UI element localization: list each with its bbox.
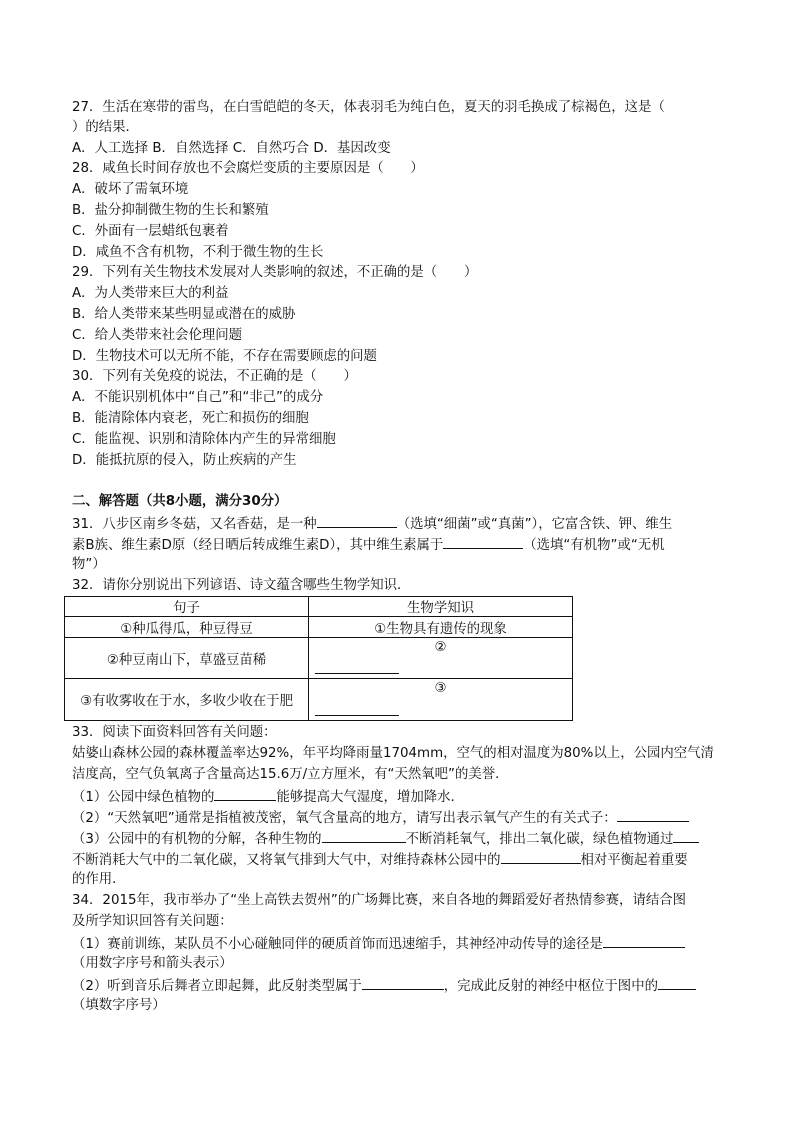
q34-sub2-text-b: ，完成此反射的神经中枢位于图中的 — [443, 979, 658, 994]
table-cell-sentence: ①种瓜得瓜，种豆得豆 — [65, 617, 309, 638]
q31-line1 — [72, 513, 672, 535]
q28-option-d: D．咸鱼不含有机物，不利于微生物的生长 — [72, 245, 324, 260]
q28-option-a: A．破坏了需氧环境 — [72, 182, 189, 197]
q31-line3: 物”） — [72, 557, 106, 572]
q29-option-d: D．生物技术可以无所不能，不存在需要顾虑的问题 — [72, 349, 377, 364]
q33-sub1-text-a: （1）公园中绿色植物的 — [72, 790, 215, 805]
q34-sub2-text-a: （2）听到音乐后舞者立即起舞，此反射类型属于 — [72, 979, 362, 994]
q28-option-b: B．盐分抑制微生物的生长和繁殖 — [72, 203, 269, 218]
q33-sub3-text-a: （3）公园中的有机物的分解，各种生物的 — [72, 832, 322, 847]
q31-line2 — [72, 534, 665, 556]
q29-option-b: B．给人类带来某些明显或潜在的威胁 — [72, 307, 296, 322]
q34-blank-3[interactable] — [658, 975, 696, 990]
q33-sub3-text-d: 相对平衡起着重要 — [580, 853, 688, 868]
q33-sub3-text-b: 不断消耗氧气，排出二氧化碳，绿色植物通过 — [405, 832, 674, 847]
table-cell-knowledge — [309, 638, 573, 679]
q31-text-2: （选填“细菌”或“真菌”），它富含铁、钾、维生 — [396, 517, 673, 532]
table-header-knowledge: 生物学知识 — [309, 597, 573, 617]
q33-blank-2[interactable] — [617, 807, 689, 822]
q30-stem: 30．下列有关免疫的说法，不正确的是（ ） — [72, 369, 357, 384]
table-row — [65, 679, 573, 721]
q33-stem: 33．阅读下面资料回答有关问题： — [72, 725, 277, 740]
q33-sub3-line2 — [72, 849, 688, 871]
q31-blank-1[interactable] — [317, 513, 397, 528]
answer-blank[interactable] — [315, 715, 399, 716]
table-cell-knowledge — [309, 679, 573, 721]
q33-sub2-text: （2）“天然氧吧”通常是指植被茂密，氧气含量高的地方，请写出表示氧气产生的有关式子： — [72, 811, 617, 826]
q34-stem-line2: 及所学知识回答有关问题： — [72, 914, 233, 929]
section-2-title: 二、解答题（共8小题，满分30分） — [72, 494, 288, 509]
table-cell-sentence: ③有收雾收在于水，多收少收在于肥 — [65, 679, 309, 721]
q32-table — [64, 596, 573, 721]
q33-blank-3[interactable] — [322, 828, 406, 843]
q31-text-4: （选填“有机物”或“无机 — [523, 538, 665, 553]
q33-material-line1: 姑婆山森林公园的森林覆盖率达92%，年平均降雨量1704mm，空气的相对温度为80%以上，公园内空气清 — [72, 746, 714, 761]
q34-sub1-line1 — [72, 933, 685, 955]
q30-option-c: C．能监视、识别和清除体内产生的异常细胞 — [72, 432, 336, 447]
q31-text-1: 31．八步区南乡冬菇，又名香菇，是一种 — [72, 517, 317, 532]
q32-stem: 32．请你分别说出下列谚语、诗文蕴含哪些生物学知识． — [72, 578, 411, 593]
q28-option-c: C．外面有一层蜡纸包裹着 — [72, 224, 229, 239]
q34-blank-2[interactable] — [362, 975, 444, 990]
table-cell-knowledge: ①生物具有遗传的现象 — [309, 617, 573, 638]
table-header-row — [65, 597, 573, 617]
q33-blank-4[interactable] — [673, 828, 699, 843]
q28-stem: 28．咸鱼长时间存放也不会腐烂变质的主要原因是（ ） — [72, 161, 424, 176]
table-cell-sentence: ②种豆南山下，草盛豆苗稀 — [65, 638, 309, 679]
q30-option-d: D．能抵抗原的侵入，防止疾病的产生 — [72, 453, 297, 468]
q34-sub2-line1 — [72, 975, 696, 997]
table-row — [65, 638, 573, 679]
answer-marker: ② — [434, 640, 447, 655]
q30-option-b: B．能清除体内衰老，死亡和损伤的细胞 — [72, 411, 309, 426]
q29-option-c: C．给人类带来社会伦理问题 — [72, 328, 243, 343]
q34-sub2-line2: （填数字序号） — [72, 998, 166, 1013]
q33-sub3-line1 — [72, 828, 699, 850]
answer-blank[interactable] — [315, 673, 399, 674]
q29-option-a: A．为人类带来巨大的利益 — [72, 286, 229, 301]
answer-marker: ③ — [434, 681, 447, 696]
q33-material-line2: 洁度高，空气负氧离子含量高达15.6万/立方厘米，有“天然氧吧”的美誉． — [72, 767, 509, 782]
q33-sub1 — [72, 786, 464, 808]
q34-sub1-line2: （用数字序号和箭头表示） — [72, 956, 233, 971]
q29-stem: 29．下列有关生物技术发展对人类影响的叙述，不正确的是（ ） — [72, 265, 478, 280]
q31-blank-2[interactable] — [443, 534, 523, 549]
q27-options: A．人工选择 B．自然选择 C．自然巧合 D．基因改变 — [72, 141, 391, 156]
table-row — [65, 617, 573, 638]
q33-blank-5[interactable] — [501, 849, 581, 864]
q34-blank-1[interactable] — [603, 933, 685, 948]
q33-sub1-text-b: 能够提高大气湿度，增加降水． — [276, 790, 464, 805]
q33-sub2 — [72, 807, 689, 829]
q33-blank-1[interactable] — [214, 786, 276, 801]
q30-option-a: A．不能识别机体中“自己”和“非己”的成分 — [72, 390, 324, 405]
q27-stem-line2: ）的结果． — [72, 120, 139, 135]
table-header-sentence: 句子 — [65, 597, 309, 617]
q33-sub3-line3: 的作用． — [72, 872, 126, 887]
q34-stem-line1: 34．2015年，我市举办了“坐上高铁去贺州”的广场舞比赛，来自各地的舞蹈爱好者热情参赛，请结合图 — [72, 893, 687, 908]
q31-text-3: 素B族、维生素D原（经日晒后转成维生素D），其中维生素属于 — [72, 538, 444, 553]
q34-sub1-text: （1）赛前训练，某队员不小心碰触同伴的硬质首饰而迅速缩手，其神经冲动传导的途径是 — [72, 937, 603, 952]
q33-sub3-text-c: 不断消耗大气中的二氧化碳，又将氧气排到大气中，对维持森林公园中的 — [72, 853, 501, 868]
q27-stem-line1: 27．生活在寒带的雷鸟，在白雪皑皑的冬天，体表羽毛为纯白色，夏天的羽毛换成了棕褐色，这是（ — [72, 100, 665, 115]
